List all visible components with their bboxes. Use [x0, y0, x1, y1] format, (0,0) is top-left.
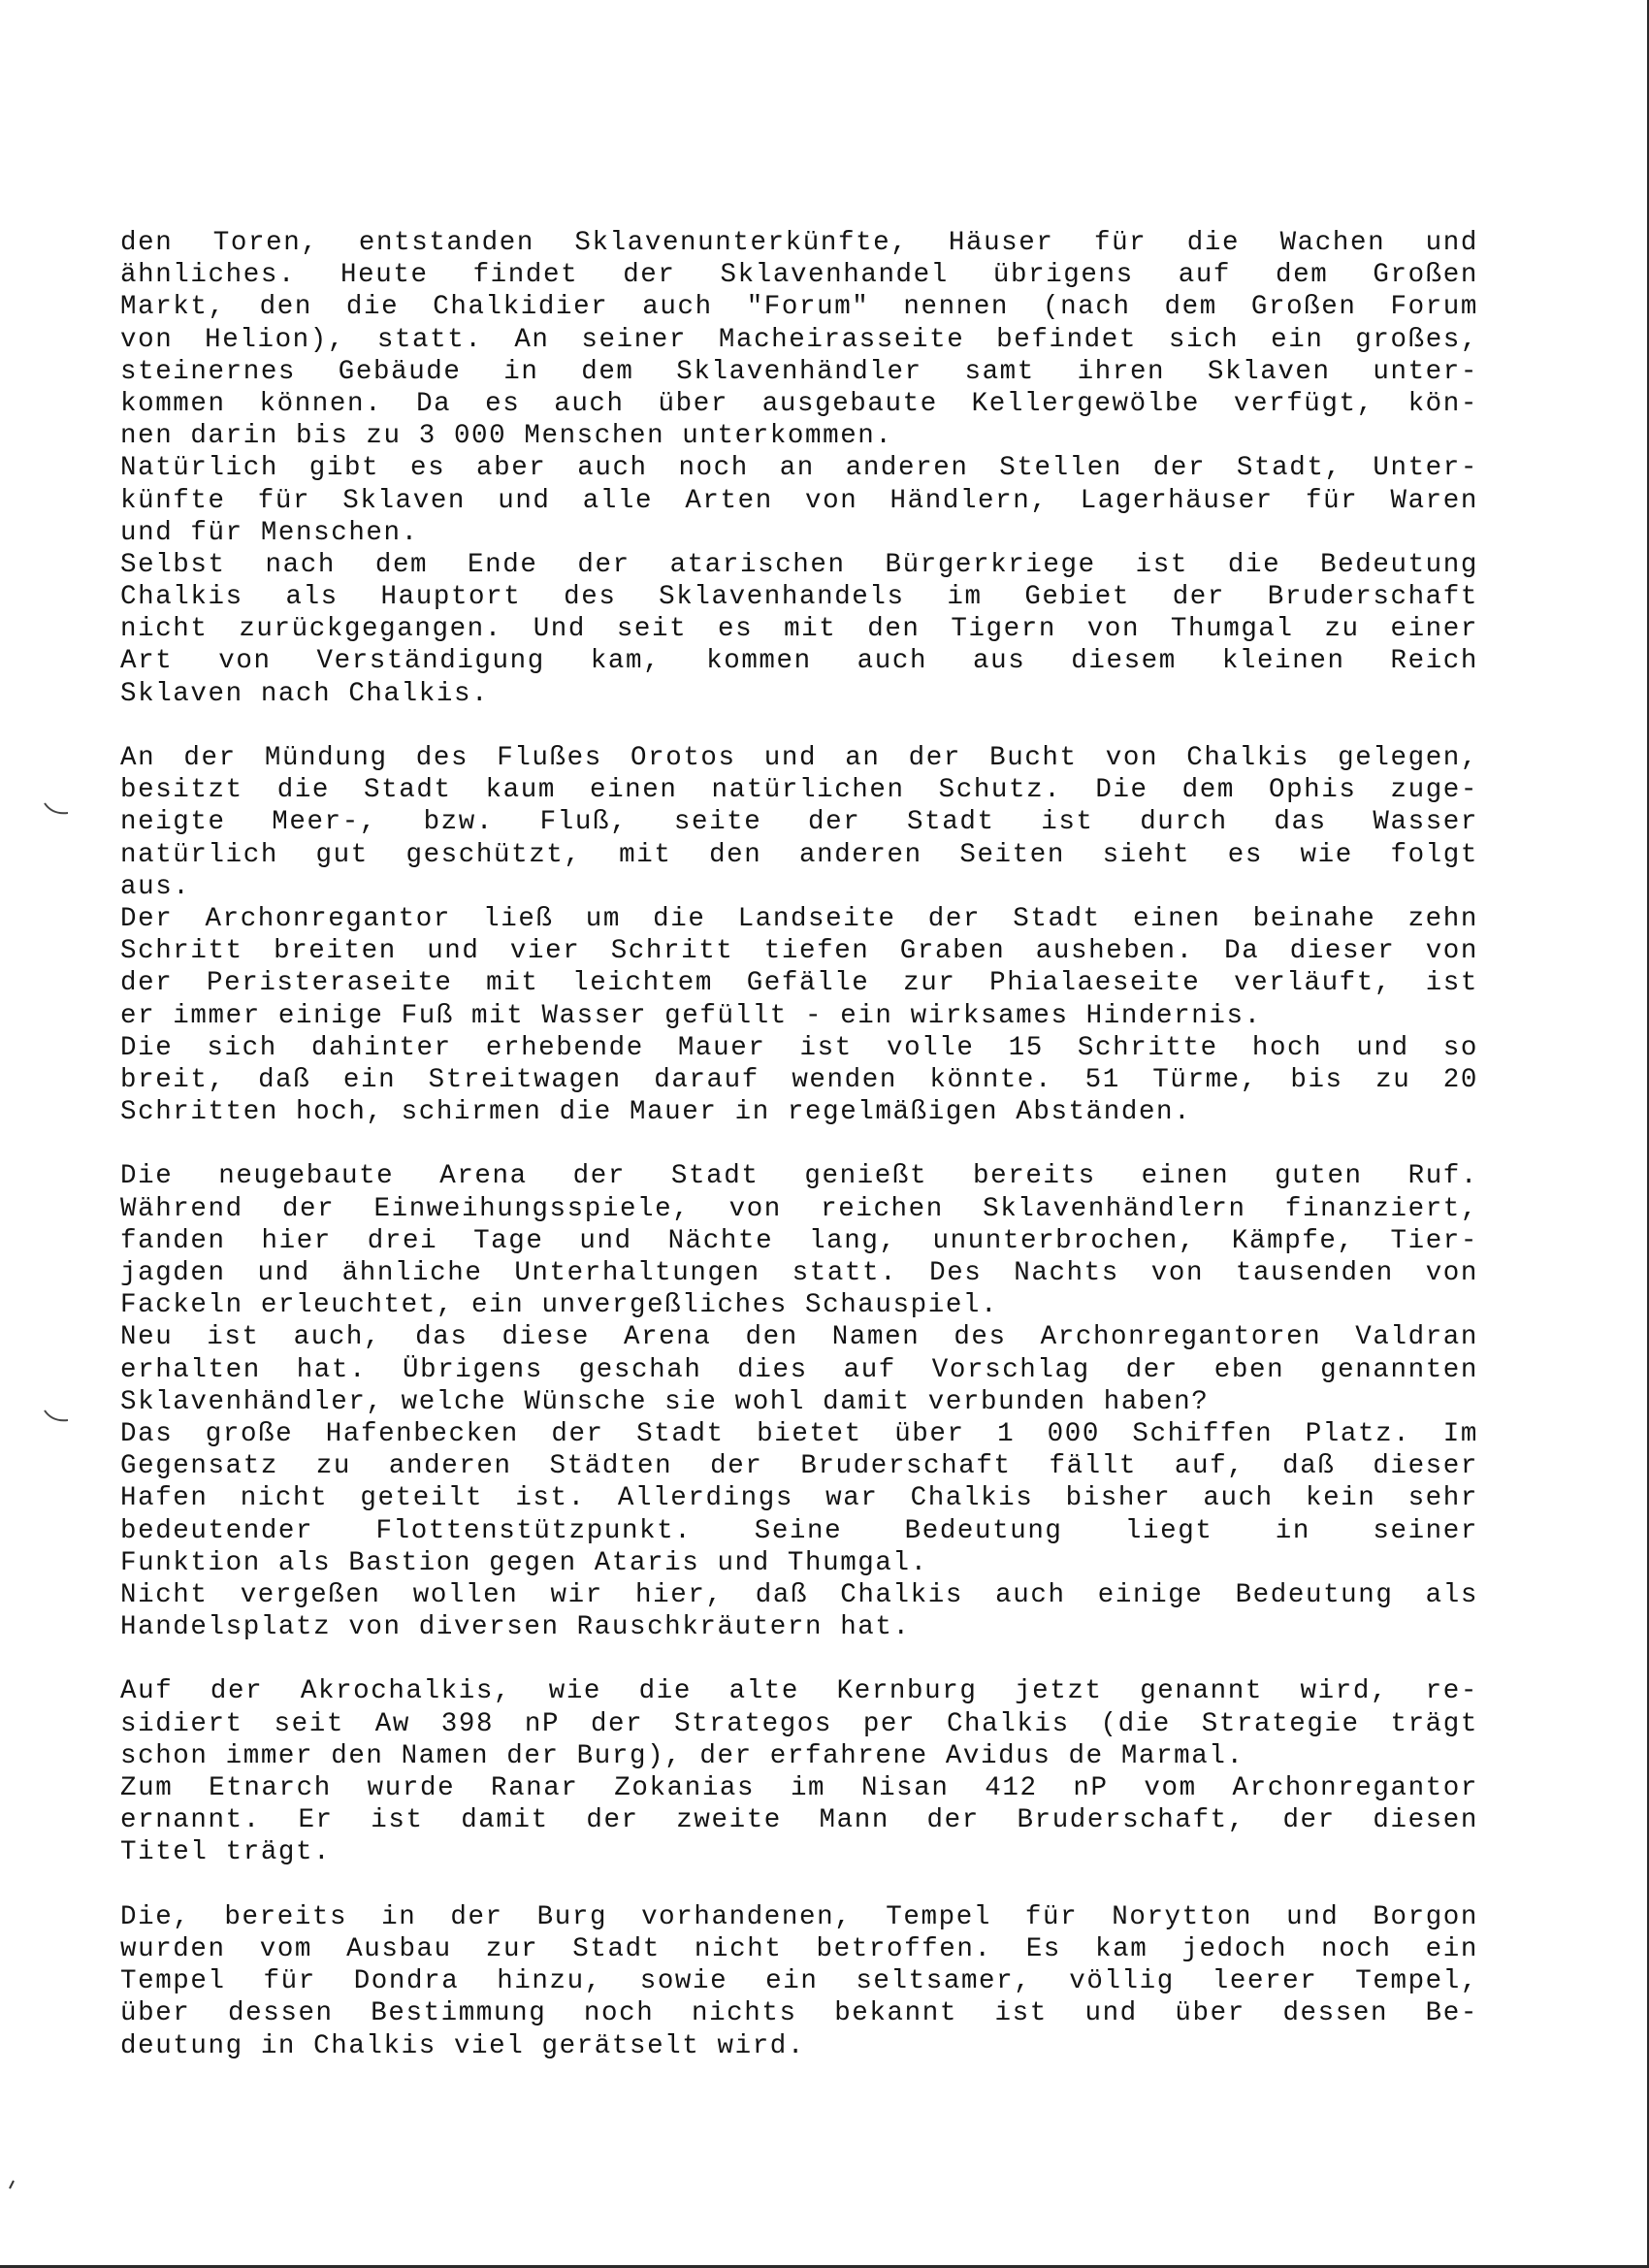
paragraph [120, 1675, 1478, 1868]
text-line: kommen können. Da es auch über ausgebaute Kellergewölbe verfügt, kön- [120, 388, 1478, 419]
text-line: Neu ist auch, das diese Arena den Namen des Archonregantoren Valdran [120, 1322, 1478, 1353]
text-line: Das große Hafenbecken der Stadt bietet über 1 000 Schiffen Platz. Im [120, 1418, 1478, 1449]
text-line: Die sich dahinter erhebende Mauer ist volle 15 Schritte hoch und so [120, 1032, 1478, 1063]
paragraph [120, 1160, 1478, 1643]
text-line: Nicht vergeßen wollen wir hier, daß Chalkis auch einige Bedeutung als [120, 1579, 1478, 1610]
text-line: Zum Etnarch wurde Ranar Zokanias im Nisan 412 nP vom Archonregantor [120, 1773, 1478, 1803]
text-line: Fackeln erleuchtet, ein unvergeßliches Schauspiel. [120, 1290, 999, 1321]
text-line: Der Archonregantor ließ um die Landseite der Stadt einen beinahe zehn [120, 903, 1478, 934]
text-line: Während der Einweihungsspiele, von reichen Sklavenhändlern finanziert, [120, 1193, 1478, 1224]
text-line: aus. [120, 871, 191, 902]
text-line: ähnliches. Heute findet der Sklavenhandel übrigens auf dem Großen [120, 260, 1478, 291]
paragraph [120, 1901, 1478, 2062]
text-line: Natürlich gibt es aber auch noch an anderen Stellen der Stadt, Unter- [120, 453, 1478, 484]
paragraph-spacer [120, 710, 1478, 742]
text-line: Handelsplatz von diversen Rauschkräutern hat. [120, 1612, 911, 1643]
text-line: Titel trägt. [120, 1837, 332, 1868]
text-line: Auf der Akrochalkis, wie die alte Kernburg jetzt genannt wird, re- [120, 1676, 1478, 1707]
text-line: sidiert seit Aw 398 nP der Strategos per Chalkis (die Strategie trägt [120, 1708, 1478, 1739]
text-line: erhalten hat. Übrigens geschah dies auf Vorschlag der eben genannten [120, 1354, 1478, 1385]
text-line: von Helion), statt. An seiner Macheirasseite befindet sich ein großes, [120, 324, 1478, 355]
text-line: Tempel für Dondra hinzu, sowie ein seltsamer, völlig leerer Tempel, [120, 1966, 1478, 1997]
paragraph [120, 227, 1478, 710]
text-line: er immer einige Fuß mit Wasser gefüllt - ein wirksames Hindernis. [120, 1000, 1262, 1031]
text-line: neigte Meer-, bzw. Fluß, seite der Stadt ist durch das Wasser [120, 807, 1478, 838]
text-line: wurden vom Ausbau zur Stadt nicht betroffen. Es kam jedoch noch ein [120, 1933, 1478, 1964]
text-line: nicht zurückgegangen. Und seit es mit den Tigern von Thumgal zu einer [120, 614, 1478, 645]
text-line: über dessen Bestimmung noch nichts bekannt ist und über dessen Be- [120, 1998, 1478, 2029]
text-line: ernannt. Er ist damit der zweite Mann der Bruderschaft, der diesen [120, 1805, 1478, 1836]
text-line: Die, bereits in der Burg vorhandenen, Tempel für Norytton und Borgon [120, 1901, 1478, 1932]
text-line: künfte für Sklaven und alle Arten von Händlern, Lagerhäuser für Waren [120, 485, 1478, 516]
text-line: An der Mündung des Flußes Orotos und an der Bucht von Chalkis gelegen, [120, 743, 1478, 773]
text-line: Sklavenhändler, welche Wünsche sie wohl damit verbunden haben? [120, 1386, 1210, 1417]
text-line: Chalkis als Hauptort des Sklavenhandels im Gebiet der Bruderschaft [120, 582, 1478, 613]
text-line: nen darin bis zu 3 000 Menschen unterkommen. [120, 421, 893, 452]
text-line: Selbst nach dem Ende der atarischen Bürgerkriege ist die Bedeutung [120, 549, 1478, 580]
paragraph-spacer [120, 1643, 1478, 1675]
text-line: steinernes Gebäude in dem Sklavenhändler samt ihren Sklaven unter- [120, 356, 1478, 387]
text-line: schon immer den Namen der Burg), der erfahrene Avidus de Marmal. [120, 1740, 1245, 1771]
paragraph-spacer [120, 1128, 1478, 1160]
text-line: natürlich gut geschützt, mit den anderen Seiten sieht es wie folgt [120, 839, 1478, 870]
text-line: Sklaven nach Chalkis. [120, 678, 490, 709]
text-line: und für Menschen. [120, 517, 419, 548]
text-line: der Peristeraseite mit leichtem Gefälle zur Phialaeseite verläuft, ist [120, 968, 1478, 999]
text-line: Schritten hoch, schirmen die Mauer in regelmäßigen Abständen. [120, 1097, 1192, 1128]
text-line: Gegensatz zu anderen Städten der Bruderschaft fällt auf, daß dieser [120, 1451, 1478, 1482]
text-body [120, 227, 1478, 2062]
text-line: bedeutender Flottenstützpunkt. Seine Bedeutung liegt in seiner [120, 1515, 1478, 1546]
margin-tick-mark [6, 2179, 17, 2192]
text-line: Schritt breiten und vier Schritt tiefen Graben ausheben. Da dieser von [120, 936, 1478, 967]
text-line: Art von Verständigung kam, kommen auch aus diesem kleinen Reich [120, 646, 1478, 677]
text-line: deutung in Chalkis viel gerätselt wird. [120, 2030, 806, 2061]
text-line: fanden hier drei Tage und Nächte lang, ununterbrochen, Kämpfe, Tier- [120, 1225, 1478, 1256]
margin-tick-mark [43, 1409, 72, 1424]
text-line: besitzt die Stadt kaum einen natürlichen Schutz. Die dem Ophis zuge- [120, 775, 1478, 806]
text-line: breit, daß ein Streitwagen darauf wenden könnte. 51 Türme, bis zu 20 [120, 1064, 1478, 1095]
text-line: Hafen nicht geteilt ist. Allerdings war Chalkis bisher auch kein sehr [120, 1483, 1478, 1514]
text-line: Die neugebaute Arena der Stadt genießt bereits einen guten Ruf. [120, 1161, 1478, 1192]
text-line: den Toren, entstanden Sklavenunterkünfte, Häuser für die Wachen und [120, 228, 1478, 258]
text-line: Funktion als Bastion gegen Ataris und Thumgal. [120, 1547, 928, 1578]
paragraph [120, 742, 1478, 1128]
text-line: jagden und ähnliche Unterhaltungen statt. Des Nachts von tausenden von [120, 1258, 1478, 1288]
text-line: Markt, den die Chalkidier auch "Forum" nennen (nach dem Großen Forum [120, 292, 1478, 323]
margin-tick-mark [43, 801, 72, 817]
paragraph-spacer [120, 1869, 1478, 1901]
